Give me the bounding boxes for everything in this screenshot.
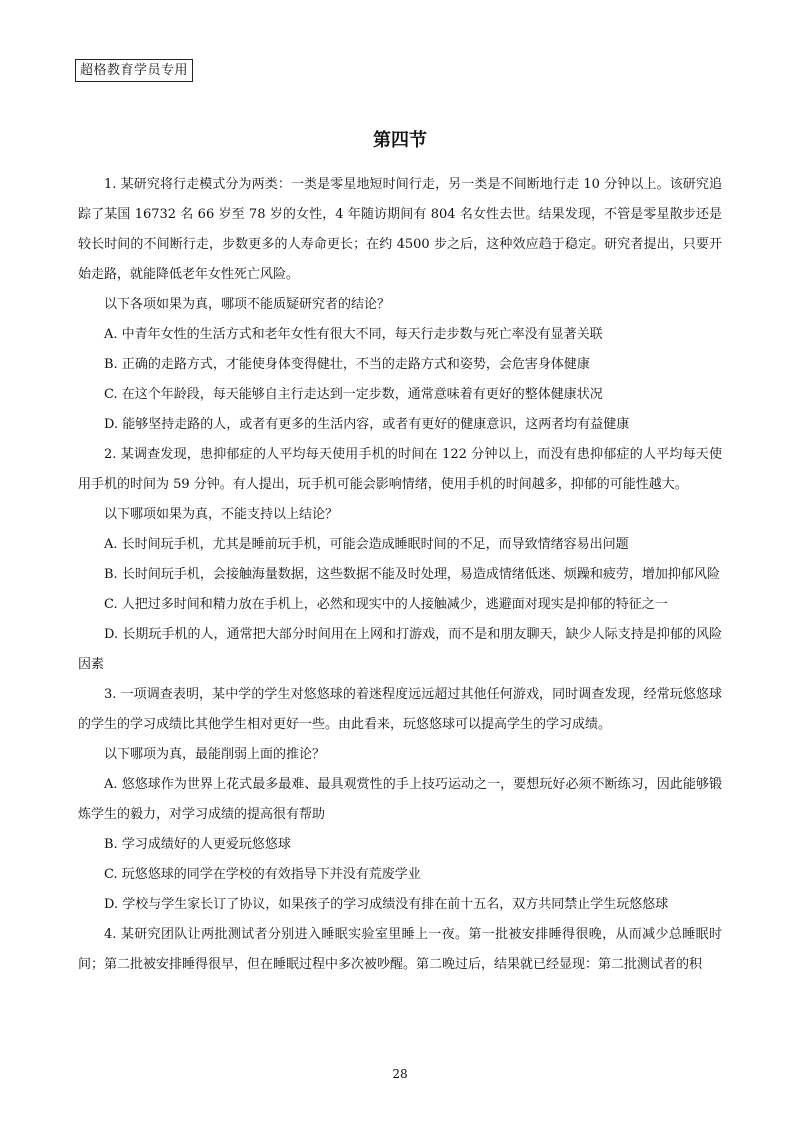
- question-3-option-b: B. 学习成绩好的人更爱玩悠悠球: [104, 837, 291, 852]
- section-title: 第四节: [373, 130, 427, 151]
- question-3-prompt: 以下哪项为真，最能削弱上面的推论？: [104, 747, 326, 762]
- question-1-option-c: C. 在这个年龄段，每天能够自主行走达到一定步数，通常意味着有更好的整体健康状况: [104, 387, 603, 402]
- question-3-option-a: A. 悠悠球作为世界上花式最多最难、最具观赏性的手上技巧运动之一，要想玩好必须不断练习，因此能够锻炼学生的毅力，对学习成绩的提高很有帮助: [78, 777, 722, 822]
- question-2-stem: 2. 某调查发现，患抑郁症的人平均每天使用手机的时间在 122 分钟以上，而没有患抑郁症的人平均每天使用手机的时间为 59 分钟。有人提出，玩手机可能会影响情绪，使用手机的时间越多，抑郁的可能性越大。: [78, 447, 722, 492]
- question-3-stem: 3. 一项调查表明，某中学的学生对悠悠球的着迷程度远远超过其他任何游戏，同时调查发现，经常玩悠悠球的学生的学习成绩比其他学生相对更好一些。由此看来，玩悠悠球可以提高学生的学习成绩。: [78, 687, 722, 732]
- header-label-box: 超格教育学员专用: [75, 59, 193, 82]
- question-content: [78, 170, 722, 980]
- question-2-option-a: A. 长时间玩手机，尤其是睡前玩手机，可能会造成睡眠时间的不足，而导致情绪容易出问题: [104, 537, 629, 552]
- question-4-stem: 4. 某研究团队让两批测试者分别进入睡眠实验室里睡上一夜。第一批被安排睡得很晚，从而减少总睡眠时间；第二批被安排睡得很早，但在睡眠过程中多次被吵醒。第二晚过后，结果就已经显现：第二批测试者的积: [78, 927, 722, 972]
- question-1-option-a: A. 中青年女性的生活方式和老年女性有很大不同，每天行走步数与死亡率没有显著关联: [104, 327, 603, 342]
- question-1-prompt: 以下各项如果为真，哪项不能质疑研究者的结论？: [104, 297, 391, 312]
- question-1-option-d: D. 能够坚持走路的人，或者有更多的生活内容，或者有更好的健康意识，这两者均有益健康: [104, 417, 630, 432]
- question-2-option-b: B. 长时间玩手机，会接触海量数据，这些数据不能及时处理，易造成情绪低迷、烦躁和疲劳，增加抑郁风险: [104, 567, 720, 582]
- question-3-option-d: D. 学校与学生家长订了协议，如果孩子的学习成绩没有排在前十五名，双方共同禁止学生玩悠悠球: [104, 897, 669, 912]
- question-2-option-c: C. 人把过多时间和精力放在手机上，必然和现实中的人接触减少，逃避面对现实是抑郁的特征之一: [104, 597, 668, 612]
- question-3-option-c: C. 玩悠悠球的同学在学校的有效指导下并没有荒废学业: [104, 867, 421, 882]
- question-1-stem: 1. 某研究将行走模式分为两类：一类是零星地短时间行走，另一类是不间断地行走 10 分钟以上。该研究追踪了某国 16732 名 66 岁至 78 岁的女性，4 年随访期间有 804 名女性去世。结果发现，不管是零星散步还是较长时间的不间断行走，步数更多的人寿命更长；在约 4500 步之后，这种效应趋于稳定。研究者提出，只要开始走路，就能降低老年女性死亡风险。: [78, 177, 722, 282]
- page-number: 28: [392, 1067, 408, 1081]
- question-2-prompt: 以下哪项如果为真，不能支持以上结论？: [104, 507, 339, 522]
- question-1-option-b: B. 正确的走路方式，才能使身体变得健壮，不当的走路方式和姿势，会危害身体健康: [104, 357, 590, 372]
- question-2-option-d: D. 长期玩手机的人，通常把大部分时间用在上网和打游戏，而不是和朋友聊天，缺少人际支持是抑郁的风险因素: [78, 627, 722, 672]
